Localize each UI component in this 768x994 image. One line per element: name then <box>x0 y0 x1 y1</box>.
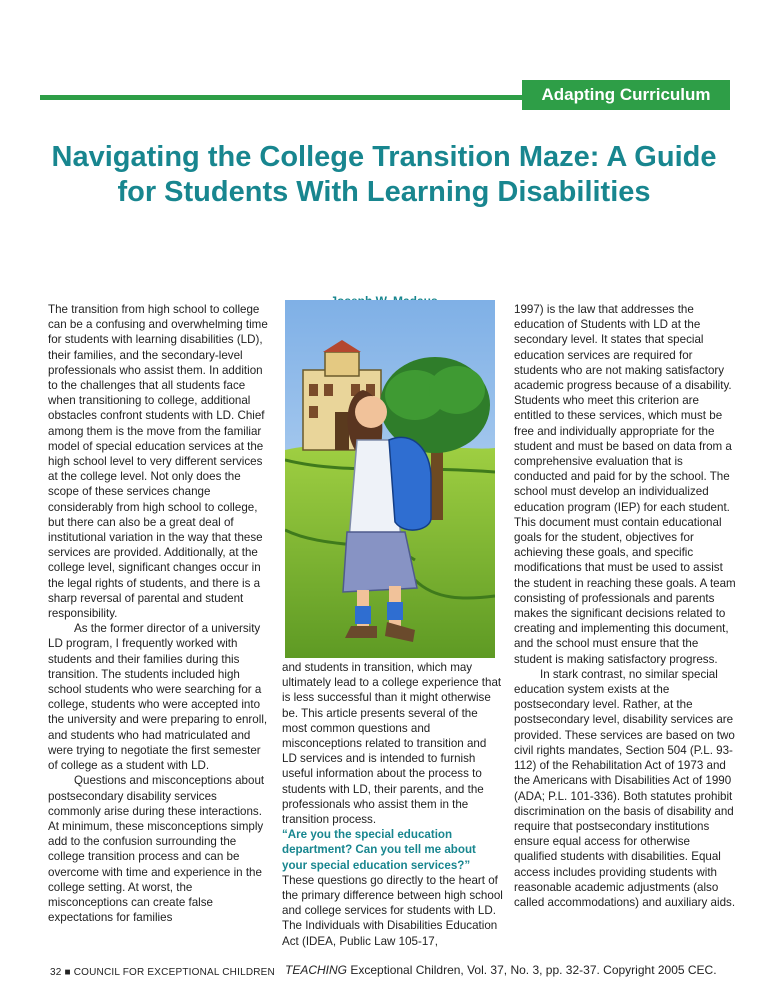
paragraph: These questions go directly to the heart of the primary difference between high school and college services for students with LD. The Individuals with Disabilities Education Act (IDEA, Public Law 105-17, <box>282 873 503 948</box>
student-walking-illustration <box>285 300 495 658</box>
section-tab: Adapting Curriculum <box>522 80 730 110</box>
paragraph: 1997) is the law that addresses the education of Students with LD at the secondary level. It states that special education services are required for students who are not making satisfactory academic progress because of a disability. Students who meet this criterion are entitled to these services, which must be free and individually appropriate for the student and must be based on data from a comprehensive evaluation that is conducted and paid for by the school. The school must develop an individualized education program (IEP) for each student. This document must contain educational goals for the student, objectives for achieving these goals, and specific modifications that must be used to assist the student in reaching these goals. A team consisting of professionals and parents makes the significant decisions related to creating and implementing this document, and the school must ensure that the student is making satisfactory progress. <box>514 303 736 666</box>
article-title: Navigating the College Transition Maze: A Guide for Students With Learning Disabilities <box>51 141 717 208</box>
paragraph: In stark contrast, no similar special education system exists at the postsecondary level. Rather, at the postsecondary level, disability services are provided. These services are based on two civil rights mandates, Section 504 (P.L. 93-112) of the Rehabilitation Act of 1973 and the Americans with Disabilities Act of 1990 (ADA; P.L. 101-336). Both statutes prohibit discrimination on the basis of disability and require that postsecondary institutions ensure equal access for otherwise qualified students with disabilities. Equal access includes providing students with reasonable academic adjustments (also called accommodations) and auxiliary aids. <box>514 667 736 909</box>
citation-text: Exceptional Children, Vol. 37, No. 3, pp. 32-37. Copyright 2005 CEC. <box>347 963 717 977</box>
paragraph: The transition from high school to college can be a confusing and overwhelming time for students with learning disabilities (LD), their families, and the secondary-level professionals who assist them. In addition to the challenges that all students face when transitioning to college, additional obstacles confront students with LD. Chief among them is the move from the familiar model of special education services at the high school level to very different services at the college level. Not only does the scope of these services change considerably from high school to college, but there can also be a great deal of institutional variation in the way that these services are provided. Additionally, at the college level, significant changes occur in the legal rights of students, and there is a sharp reversal of parental and student responsibility. <box>48 303 268 621</box>
journal-name-italic: TEACHING <box>285 963 348 977</box>
paragraph: Questions and misconceptions about postsecondary disability services commonly arise during these interactions. At minimum, these misconceptions simply add to the confusion surrounding the college transition process and can be overcome with time and experience in the college setting. At worst, the misconceptions can create false expectations for families <box>48 774 265 925</box>
paragraph: As the former director of a university LD program, I frequently worked with students and their families during this transition. The students included high school students who were searching for a college, students who were accepted into the university and were preparing to enroll, and students who had matriculated and were trying to negotiate the first semester of college as a student with LD. <box>48 622 268 773</box>
page-folio: 32 ■ COUNCIL FOR EXCEPTIONAL CHILDREN <box>50 967 275 978</box>
section-question: “Are you the special education department? Can you tell me about your special education services?” <box>282 828 476 872</box>
column-2 <box>282 660 504 949</box>
column-1 <box>48 302 270 925</box>
column-3 <box>514 302 736 910</box>
backpack <box>389 437 431 530</box>
journal-citation <box>285 963 717 977</box>
paragraph: and students in transition, which may ultimately lead to a college experience that is less successful than it might otherwise be. This article presents several of the most common questions and misconceptions related to transition and LD services and is intended to furnish useful information about the process to students with LD, their parents, and the professionals who assist them in the transition process. <box>282 661 502 827</box>
